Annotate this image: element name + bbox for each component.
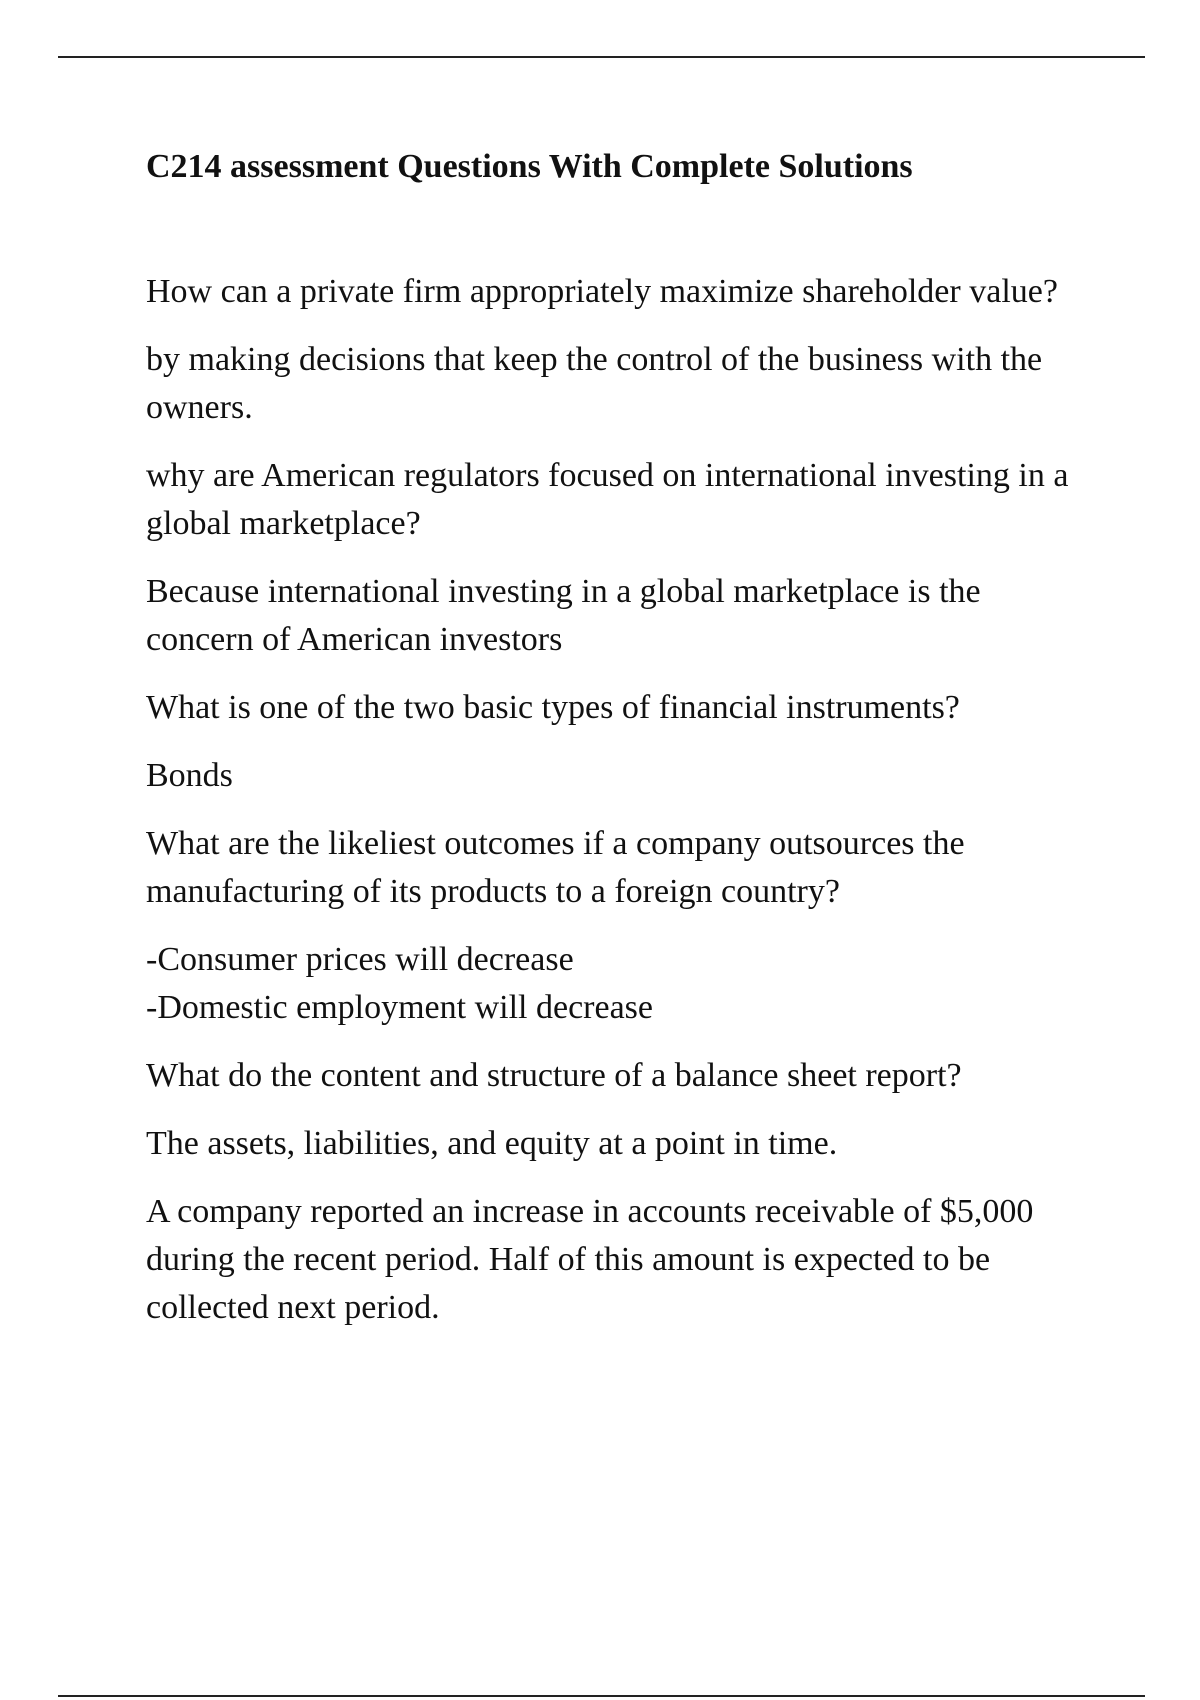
line: The assets, liabilities, and equity at a point in time.	[146, 1125, 838, 1162]
line: How can a private firm appropriately maximize shareholder value?	[146, 273, 1058, 310]
answer-3	[146, 752, 1086, 800]
bottom-divider	[58, 1695, 1145, 1697]
question-2	[146, 452, 1086, 548]
answer-1	[146, 336, 1086, 432]
question-6	[146, 1188, 1086, 1332]
question-3	[146, 684, 1086, 732]
line: A company reported an increase in accounts receivable of $5,000 during the recent period. Half of this amount is expected to be collected next period.	[146, 1193, 1034, 1326]
line: -Consumer prices will decrease	[146, 941, 574, 978]
line: by making decisions that keep the control of the business with the owners.	[146, 341, 1043, 426]
answer-4	[146, 936, 1086, 1032]
line: -Domestic employment will decrease	[146, 989, 653, 1026]
question-5	[146, 1052, 1086, 1100]
question-1	[146, 268, 1086, 316]
line: What are the likeliest outcomes if a company outsources the manufacturing of its products to a foreign country?	[146, 825, 965, 910]
line: Because international investing in a global marketplace is the concern of American investors	[146, 573, 981, 658]
line: What is one of the two basic types of financial instruments?	[146, 689, 960, 726]
answer-2	[146, 568, 1086, 664]
line: What do the content and structure of a balance sheet report?	[146, 1057, 962, 1094]
document-title: C214 assessment Questions With Complete Solutions	[146, 148, 913, 185]
document-body	[146, 140, 1086, 1352]
line: Bonds	[146, 757, 233, 794]
question-4	[146, 820, 1086, 916]
answer-5	[146, 1120, 1086, 1168]
top-divider	[58, 56, 1145, 58]
line: why are American regulators focused on international investing in a global marketplace?	[146, 457, 1069, 542]
